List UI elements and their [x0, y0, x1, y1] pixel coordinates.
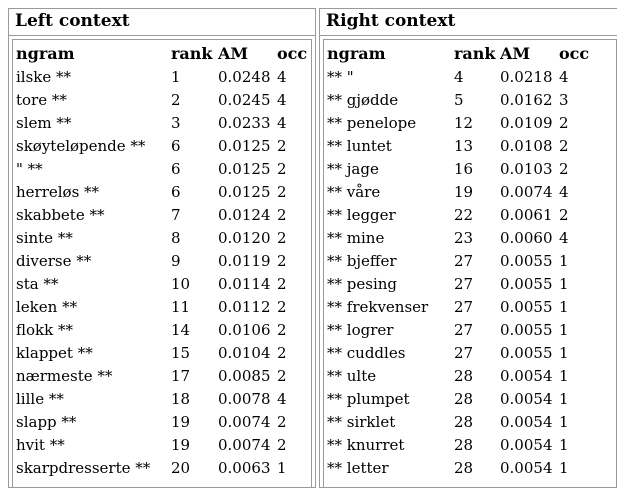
cell-ngram: ** logrer: [327, 321, 394, 339]
cell-rank: 28: [454, 367, 474, 385]
cell-rank: 28: [454, 459, 474, 477]
cell-rank: 14: [171, 321, 191, 339]
cell-ngram: ** gjødde: [327, 91, 399, 109]
cell-rank: 4: [454, 68, 464, 86]
cell-am: 0.0106: [218, 321, 271, 339]
cell-ngram: lille **: [16, 390, 64, 408]
cell-rank: 12: [454, 114, 474, 132]
cell-am: 0.0233: [218, 114, 271, 132]
cell-ngram: ** pesing: [327, 275, 398, 293]
cell-occ: 2: [277, 206, 287, 224]
right-col-rank: rank: [454, 44, 496, 63]
cell-am: 0.0103: [500, 160, 553, 178]
right-context-panel: [319, 8, 617, 488]
table-row: [327, 342, 589, 365]
table-row: [16, 411, 307, 434]
cell-rank: 2: [171, 91, 181, 109]
left-col-occ: occ: [277, 44, 308, 63]
cell-rank: 19: [171, 413, 191, 431]
cell-occ: 2: [277, 275, 287, 293]
cell-occ: 4: [277, 114, 287, 132]
cell-ngram: ** legger: [327, 206, 396, 224]
cell-am: 0.0125: [218, 137, 271, 155]
cell-am: 0.0054: [500, 367, 553, 385]
cell-ngram: ** luntet: [327, 137, 392, 155]
cell-rank: 9: [171, 252, 181, 270]
cell-rank: 28: [454, 436, 474, 454]
cell-rank: 23: [454, 229, 474, 247]
cell-rank: 27: [454, 298, 474, 316]
right-context-title: Right context: [326, 11, 456, 31]
table-row: [327, 457, 589, 480]
cell-rank: 1: [171, 68, 181, 86]
cell-am: 0.0162: [500, 91, 553, 109]
cell-am: 0.0063: [218, 459, 271, 477]
cell-rank: 7: [171, 206, 181, 224]
table-row: [327, 158, 589, 181]
cell-rank: 11: [171, 298, 191, 316]
cell-occ: 3: [559, 91, 569, 109]
cell-occ: 4: [559, 183, 569, 201]
cell-occ: 1: [559, 436, 569, 454]
cell-occ: 2: [559, 206, 569, 224]
cell-rank: 6: [171, 183, 181, 201]
cell-occ: 1: [559, 367, 569, 385]
cell-occ: 2: [277, 298, 287, 316]
cell-ngram: slapp **: [16, 413, 77, 431]
cell-occ: 2: [559, 160, 569, 178]
cell-am: 0.0074: [500, 183, 553, 201]
table-row: [16, 457, 307, 480]
right-col-occ: occ: [559, 44, 590, 63]
table-row: [16, 273, 307, 296]
cell-occ: 1: [559, 321, 569, 339]
table-row: [327, 365, 589, 388]
table-row: [16, 296, 307, 319]
cell-rank: 16: [454, 160, 474, 178]
left-col-ngram: ngram: [16, 44, 75, 63]
cell-am: 0.0085: [218, 367, 271, 385]
cell-rank: 20: [171, 459, 191, 477]
cell-ngram: slem **: [16, 114, 72, 132]
right-context-table: [327, 42, 589, 480]
cell-ngram: flokk **: [16, 321, 73, 339]
cell-ngram: ilske **: [16, 68, 72, 86]
cell-rank: 19: [454, 183, 474, 201]
table-row: [327, 388, 589, 411]
cell-ngram: skabbete **: [16, 206, 105, 224]
cell-am: 0.0074: [218, 413, 271, 431]
table-row: [327, 181, 589, 204]
left-context-table: [16, 42, 307, 480]
table-row: [16, 388, 307, 411]
cell-am: 0.0078: [218, 390, 271, 408]
cell-rank: 27: [454, 344, 474, 362]
left-table-header-row: [16, 42, 307, 66]
left-context-panel: [8, 8, 316, 488]
table-row: [16, 365, 307, 388]
cell-rank: 27: [454, 252, 474, 270]
table-row: [16, 158, 307, 181]
cell-ngram: ** plumpet: [327, 390, 410, 408]
cell-ngram: ** ulte: [327, 367, 377, 385]
table-row: [16, 342, 307, 365]
cell-rank: 3: [171, 114, 181, 132]
cell-ngram: diverse **: [16, 252, 92, 270]
cell-ngram: ** bjeffer: [327, 252, 397, 270]
cell-rank: 5: [454, 91, 464, 109]
cell-am: 0.0055: [500, 275, 553, 293]
cell-am: 0.0109: [500, 114, 553, 132]
table-row: [16, 319, 307, 342]
cell-am: 0.0054: [500, 459, 553, 477]
left-col-am: AM: [218, 44, 249, 63]
cell-ngram: ** frekvenser: [327, 298, 429, 316]
right-context-header: [320, 9, 617, 36]
table-row: [327, 250, 589, 273]
left-table-body: [16, 66, 307, 480]
table-row: [327, 227, 589, 250]
cell-am: 0.0218: [500, 68, 553, 86]
table-row: [16, 89, 307, 112]
cell-occ: 1: [277, 459, 287, 477]
table-row: [16, 204, 307, 227]
cell-ngram: skøyteløpende **: [16, 137, 146, 155]
cell-occ: 2: [277, 321, 287, 339]
cell-ngram: sta **: [16, 275, 59, 293]
table-row: [16, 250, 307, 273]
cell-occ: 4: [559, 68, 569, 86]
cell-ngram: leken **: [16, 298, 78, 316]
cell-am: 0.0055: [500, 344, 553, 362]
cell-rank: 17: [171, 367, 191, 385]
cell-ngram: klappet **: [16, 344, 93, 362]
cell-rank: 13: [454, 137, 474, 155]
table-row: [16, 434, 307, 457]
table-row: [327, 411, 589, 434]
cell-occ: 2: [277, 160, 287, 178]
cell-occ: 1: [559, 390, 569, 408]
cell-ngram: skarpdresserte **: [16, 459, 151, 477]
table-row: [327, 296, 589, 319]
cell-ngram: ** penelope: [327, 114, 417, 132]
table-row: [327, 89, 589, 112]
cell-rank: 27: [454, 321, 474, 339]
table-row: [327, 135, 589, 158]
cell-am: 0.0054: [500, 436, 553, 454]
cell-rank: 18: [171, 390, 191, 408]
cell-occ: 1: [559, 275, 569, 293]
cell-rank: 6: [171, 137, 181, 155]
cell-ngram: hvit **: [16, 436, 65, 454]
left-context-table-frame: [12, 39, 312, 487]
cell-occ: 4: [277, 390, 287, 408]
cell-rank: 6: [171, 160, 181, 178]
cell-ngram: ** knurret: [327, 436, 405, 454]
cell-occ: 2: [277, 137, 287, 155]
cell-rank: 10: [171, 275, 191, 293]
cell-occ: 2: [277, 367, 287, 385]
table-row: [327, 112, 589, 135]
cell-occ: 1: [559, 413, 569, 431]
cell-am: 0.0124: [218, 206, 271, 224]
cell-am: 0.0054: [500, 390, 553, 408]
cell-am: 0.0112: [218, 298, 271, 316]
cell-occ: 1: [559, 252, 569, 270]
cell-ngram: ** cuddles: [327, 344, 406, 362]
table-row: [327, 66, 589, 89]
cell-ngram: tore **: [16, 91, 67, 109]
cell-am: 0.0125: [218, 183, 271, 201]
cell-occ: 1: [559, 298, 569, 316]
cell-occ: 2: [277, 252, 287, 270]
cell-ngram: ** våre: [327, 183, 381, 201]
right-table-header-row: [327, 42, 589, 66]
right-col-am: AM: [500, 44, 531, 63]
left-col-rank: rank: [171, 44, 213, 63]
cell-occ: 4: [559, 229, 569, 247]
cell-occ: 2: [277, 344, 287, 362]
cell-rank: 8: [171, 229, 181, 247]
left-context-title: Left context: [15, 11, 130, 31]
cell-ngram: ** jage: [327, 160, 379, 178]
table-row: [16, 66, 307, 89]
right-col-ngram: ngram: [327, 44, 386, 63]
cell-rank: 15: [171, 344, 191, 362]
table-row: [327, 204, 589, 227]
cell-occ: 2: [559, 114, 569, 132]
cell-rank: 22: [454, 206, 474, 224]
left-context-header: [9, 9, 315, 36]
table-row: [327, 273, 589, 296]
cell-rank: 28: [454, 390, 474, 408]
cell-am: 0.0125: [218, 160, 271, 178]
cell-occ: 4: [277, 91, 287, 109]
right-table-body: [327, 66, 589, 480]
table-row: [327, 434, 589, 457]
cell-occ: 2: [277, 183, 287, 201]
table-row: [16, 135, 307, 158]
cell-rank: 27: [454, 275, 474, 293]
cell-occ: 2: [277, 413, 287, 431]
cell-occ: 2: [277, 229, 287, 247]
cell-ngram: ** letter: [327, 459, 389, 477]
cell-ngram: herreløs **: [16, 183, 100, 201]
cell-am: 0.0060: [500, 229, 553, 247]
cell-am: 0.0108: [500, 137, 553, 155]
cell-am: 0.0104: [218, 344, 271, 362]
right-context-table-frame: [323, 39, 617, 487]
cell-am: 0.0054: [500, 413, 553, 431]
table-row: [327, 319, 589, 342]
table-row: [16, 112, 307, 135]
cell-occ: 2: [559, 137, 569, 155]
cell-am: 0.0245: [218, 91, 271, 109]
cell-am: 0.0114: [218, 275, 271, 293]
cell-am: 0.0120: [218, 229, 271, 247]
cell-am: 0.0055: [500, 252, 553, 270]
cell-am: 0.0074: [218, 436, 271, 454]
cell-ngram: " **: [16, 160, 43, 178]
cell-ngram: ** mine: [327, 229, 385, 247]
cell-am: 0.0061: [500, 206, 553, 224]
cell-rank: 28: [454, 413, 474, 431]
cell-occ: 1: [559, 459, 569, 477]
cell-am: 0.0055: [500, 321, 553, 339]
cell-occ: 2: [277, 436, 287, 454]
cell-am: 0.0119: [218, 252, 271, 270]
cell-rank: 19: [171, 436, 191, 454]
cell-occ: 1: [559, 344, 569, 362]
cell-ngram: sinte **: [16, 229, 73, 247]
cell-occ: 4: [277, 68, 287, 86]
cell-am: 0.0248: [218, 68, 271, 86]
table-row: [16, 227, 307, 250]
cell-ngram: ** sirklet: [327, 413, 396, 431]
table-row: [16, 181, 307, 204]
cell-am: 0.0055: [500, 298, 553, 316]
cell-ngram: ** ": [327, 68, 354, 86]
cell-ngram: nærmeste **: [16, 367, 113, 385]
